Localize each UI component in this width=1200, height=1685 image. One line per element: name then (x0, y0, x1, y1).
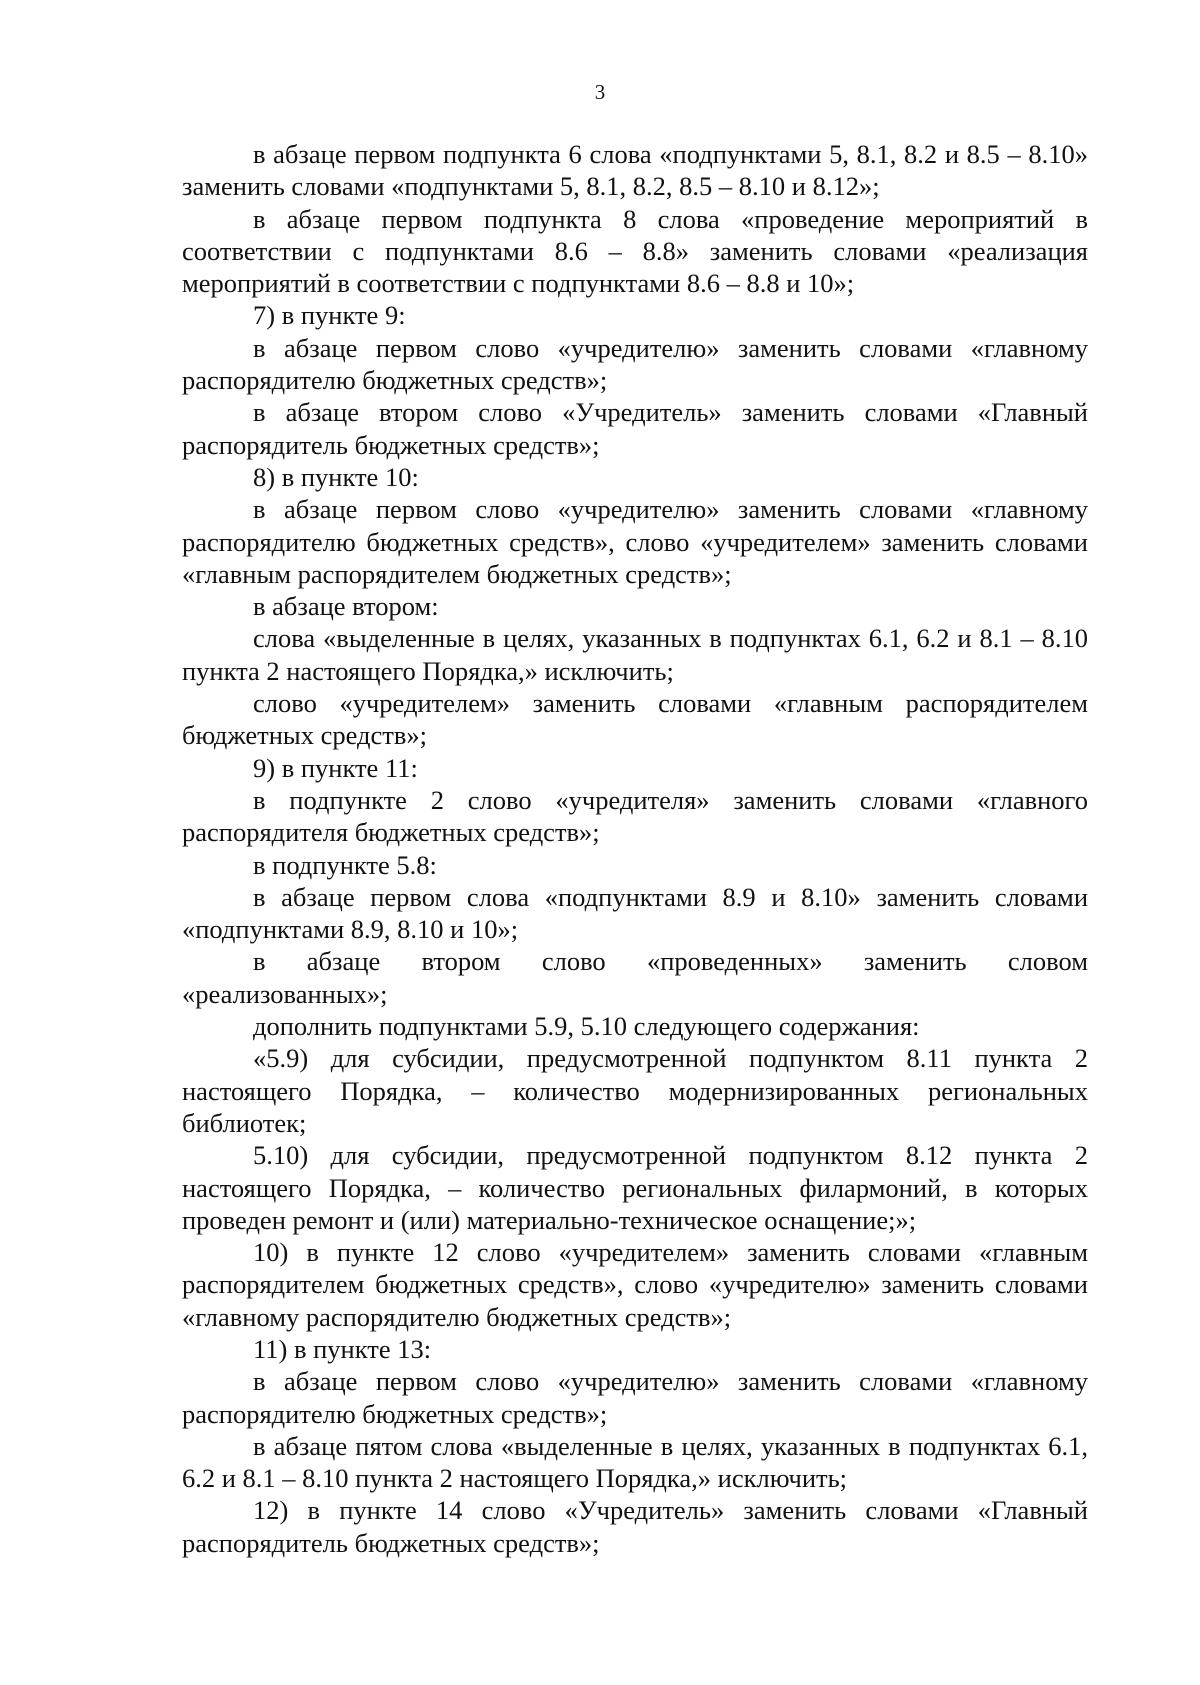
document-body (182, 138, 1088, 1559)
paragraph: в абзаце пятом слова «выделенные в целях, указанных в подпунктах 6.1, 6.2 и 8.1 – 8.10 пункта 2 настоящего Порядка,» исключить; (182, 1430, 1088, 1494)
paragraph: слова «выделенные в целях, указанных в подпунктах 6.1, 6.2 и 8.1 – 8.10 пункта 2 настоящего Порядка,» исключить; (182, 623, 1088, 686)
paragraph: 12) в пункте 14 слово «Учредитель» заменить словами «Главный распорядитель бюджетных средств»; (182, 1495, 1088, 1558)
paragraph: слово «учредителем» заменить словами «главным распорядителем бюджетных средств»; (182, 688, 1088, 751)
paragraph: в абзаце первом подпункта 8 слова «проведение мероприятий в соответствии с подпунктами 8.6 – 8.8» заменить словами «реализация мероприятий в соответствии с подпунктами 8.6 – 8.8 и 10»; (182, 203, 1088, 299)
paragraph: «5.9) для субсидии, предусмотренной подпунктом 8.11 пункта 2 настоящего Порядка, – количество модернизированных региональных библиотек; (182, 1043, 1088, 1138)
paragraph: 11) в пункте 13: (253, 1333, 432, 1364)
paragraph: в абзаце втором слово «проведенных» заменить словом «реализованных»; (182, 946, 1088, 1009)
paragraph: 7) в пункте 9: (253, 300, 406, 331)
paragraph: в абзаце втором: (253, 591, 439, 622)
paragraph: в абзаце первом слово «учредителю» заменить словами «главному распорядителю бюджетных средств»; (182, 1366, 1088, 1429)
paragraph: в абзаце первом слова «подпунктами 8.9 и 8.10» заменить словами «подпунктами 8.9, 8.10 и 10»; (182, 881, 1088, 945)
page-number: 3 (594, 80, 606, 104)
paragraph: дополнить подпунктами 5.9, 5.10 следующего содержания: (253, 1011, 920, 1042)
paragraph: 9) в пункте 11: (253, 752, 418, 783)
paragraph: в подпункте 5.8: (253, 849, 437, 880)
paragraph: 10) в пункте 12 слово «учредителем» заменить словами «главным распорядителем бюджетных средств», слово «учредителю» заменить словами «главному распорядителю бюджетных средств»; (182, 1237, 1088, 1332)
paragraph: 5.10) для субсидии, предусмотренной подпунктом 8.12 пункта 2 настоящего Порядка, – количество региональных филармоний, в которых проведен ремонт и (или) материально-техническое оснащение;»; (182, 1140, 1088, 1235)
paragraph: в абзаце первом слово «учредителю» заменить словами «главному распорядителю бюджетных средств»; (182, 332, 1088, 396)
paragraph: в абзаце первом слово «учредителю» заменить словами «главному распорядителю бюджетных средств», слово «учредителем» заменить словами «главным распорядителем бюджетных средств»; (182, 494, 1088, 589)
paragraph: в подпункте 2 слово «учредителя» заменить словами «главного распорядителя бюджетных средств»; (182, 784, 1088, 848)
paragraph: 8) в пункте 10: (253, 461, 419, 492)
paragraph: в абзаце первом подпункта 6 слова «подпунктами 5, 8.1, 8.2 и 8.5 – 8.10» заменить словами «подпунктами 5, 8.1, 8.2, 8.5 – 8.10 и 8.12»; (182, 139, 1088, 202)
paragraph: в абзаце втором слово «Учредитель» заменить словами «Главный распорядитель бюджетных средств»; (182, 397, 1088, 460)
